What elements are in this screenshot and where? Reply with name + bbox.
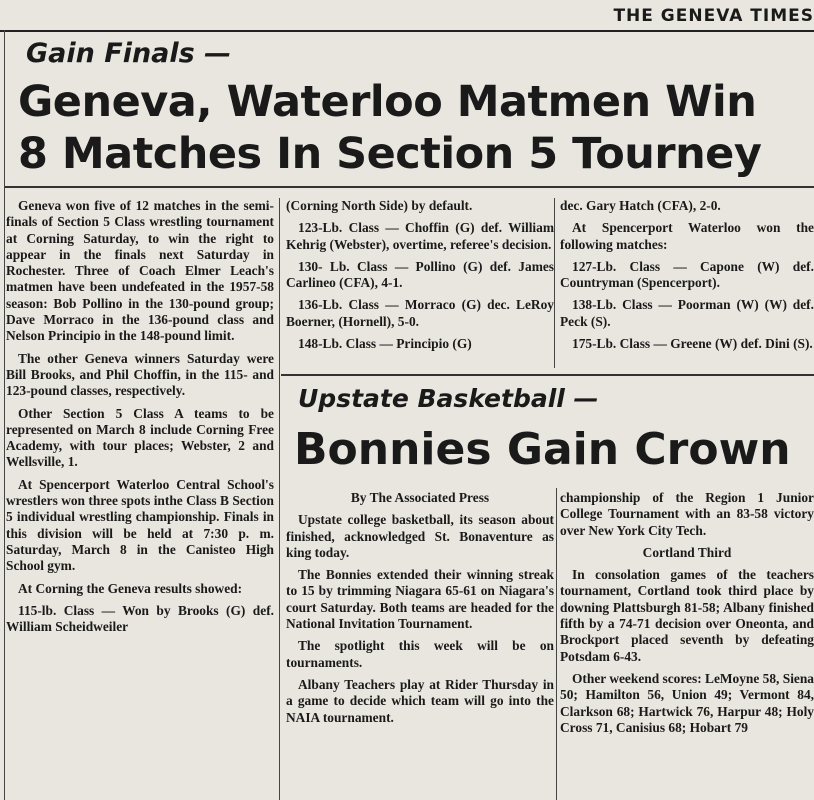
basketball-column-right (560, 490, 814, 742)
article-headline (18, 76, 808, 180)
wrestling-result: 175-Lb. Class — Greene (W) def. Dini (S). (572, 336, 813, 352)
headline-line-2: 8 Matches In Section 5 Tourney (18, 129, 762, 179)
wrestling-result: 123-Lb. Class — Choffin (G) def. William Kehrig (Webster), overtime, referee's decision. (286, 220, 554, 252)
basketball-paragraph: Albany Teachers play at Rider Thursday in a game to decide which team will go into the NAIA tournament. (286, 676, 554, 725)
wrestling-paragraph: The other Geneva winners Saturday were Bill Brooks, and Phil Choffin, in the 115- and 123-pound classes, respectively. (6, 350, 274, 399)
basketball-paragraph: Upstate college basketball, its season about finished, acknowledged St. Bonaventure as king today. (286, 512, 554, 560)
basketball-kicker: Upstate Basketball — (298, 384, 599, 413)
wrestling-column-left (6, 198, 274, 641)
wrestling-result: At Spencerport Waterloo won the following matches: (560, 220, 814, 252)
basketball-paragraph: The spotlight this week will be on tournaments. (286, 638, 554, 670)
top-rule (0, 30, 814, 32)
wrestling-paragraph: Geneva won five of 12 matches in the semi-finals of Section 5 Class wrestling tournament at Corning Saturday, to win the right to appear in the finals next Saturday in Rochester. Three of Coach Elmer Leach's matmen have been undefeated in the 1957-58 season: Bob Pollino in the 130-pound group; Dave Morraco in the 136-pound class and Nelson Principio in the 148-pound limit. (6, 198, 274, 344)
section-divider (281, 374, 814, 376)
wrestling-result: 138-Lb. Class — Poorman (W) (W) def. Peck (S). (560, 297, 814, 329)
headline-bottom-rule (4, 186, 814, 188)
column-rule-3 (556, 488, 557, 800)
wrestling-result: 148-Lb. Class — Principio (G) (298, 336, 472, 352)
basketball-column-mid (286, 490, 554, 732)
wrestling-paragraph: 115-lb. Class — Won by Brooks (G) def. William Scheidweiler (6, 602, 274, 635)
wrestling-result: dec. Gary Hatch (CFA), 2-0. (560, 198, 721, 213)
masthead: THE GENEVA TIMES (613, 6, 814, 26)
byline: By The Associated Press (350, 490, 490, 505)
wrestling-column-mid (286, 198, 554, 358)
basketball-headline: Bonnies Gain Crown (294, 424, 791, 475)
wrestling-paragraph: At Spencerport Waterloo Central School's wrestlers won three spots inthe Class B Section 5 individual wrestling championship. Finals in this division will be held at 7:30 p. m. Saturday, March 8 in the Canisteo High School gym. (6, 476, 274, 574)
headline-line-1: Geneva, Waterloo Matmen Win (18, 77, 757, 127)
wrestling-result: 136-Lb. Class — Morraco (G) dec. LeRoy Boerner, (Hornell), 5-0. (286, 297, 554, 329)
page-left-border (4, 30, 5, 800)
wrestling-column-right (560, 198, 814, 358)
column-rule-1 (279, 198, 280, 800)
wrestling-result: 130- Lb. Class — Pollino (G) def. James Carlineo (CFA), 4-1. (286, 258, 554, 291)
column-rule-2 (554, 198, 555, 368)
basketball-subhead: Cortland Third (642, 544, 732, 560)
basketball-paragraph: The Bonnies extended their winning streak to 15 by trimming Niagara 65-61 on Niagara's court Saturday. Both teams are headed for the National Invitation Tournament. (286, 567, 554, 632)
wrestling-result: 127-Lb. Class — Capone (W) def. Countryman (Spencerport). (560, 258, 814, 291)
basketball-paragraph: Other weekend scores: LeMoyne 58, Siena 50; Hamilton 56, Union 49; Vermont 84, Clarkson 68; Hartwick 76, Harpur 48; Holy Cross 71, Canisius 68; Hobart 79 (560, 670, 814, 735)
wrestling-result: (Corning North Side) by default. (286, 198, 473, 213)
wrestling-paragraph: At Corning the Geneva results showed: (18, 580, 243, 596)
basketball-paragraph: championship of the Region 1 Junior College Tournament with an 83-58 victory over New York City Tech. (560, 490, 814, 538)
article-kicker: Gain Finals — (26, 38, 232, 69)
wrestling-paragraph: Other Section 5 Class A teams to be represented on March 8 include Corning Free Academy, with tour places; Webster, 2 and Wellsville, 1. (6, 405, 274, 470)
basketball-paragraph: In consolation games of the teachers tournament, Cortland took third place by downing Plattsburgh 81-58; Albany finished fifth by a 74-71 decision over Oneonta, and Brockport placed seventh by defeating Potsdam 6-43. (560, 567, 814, 664)
